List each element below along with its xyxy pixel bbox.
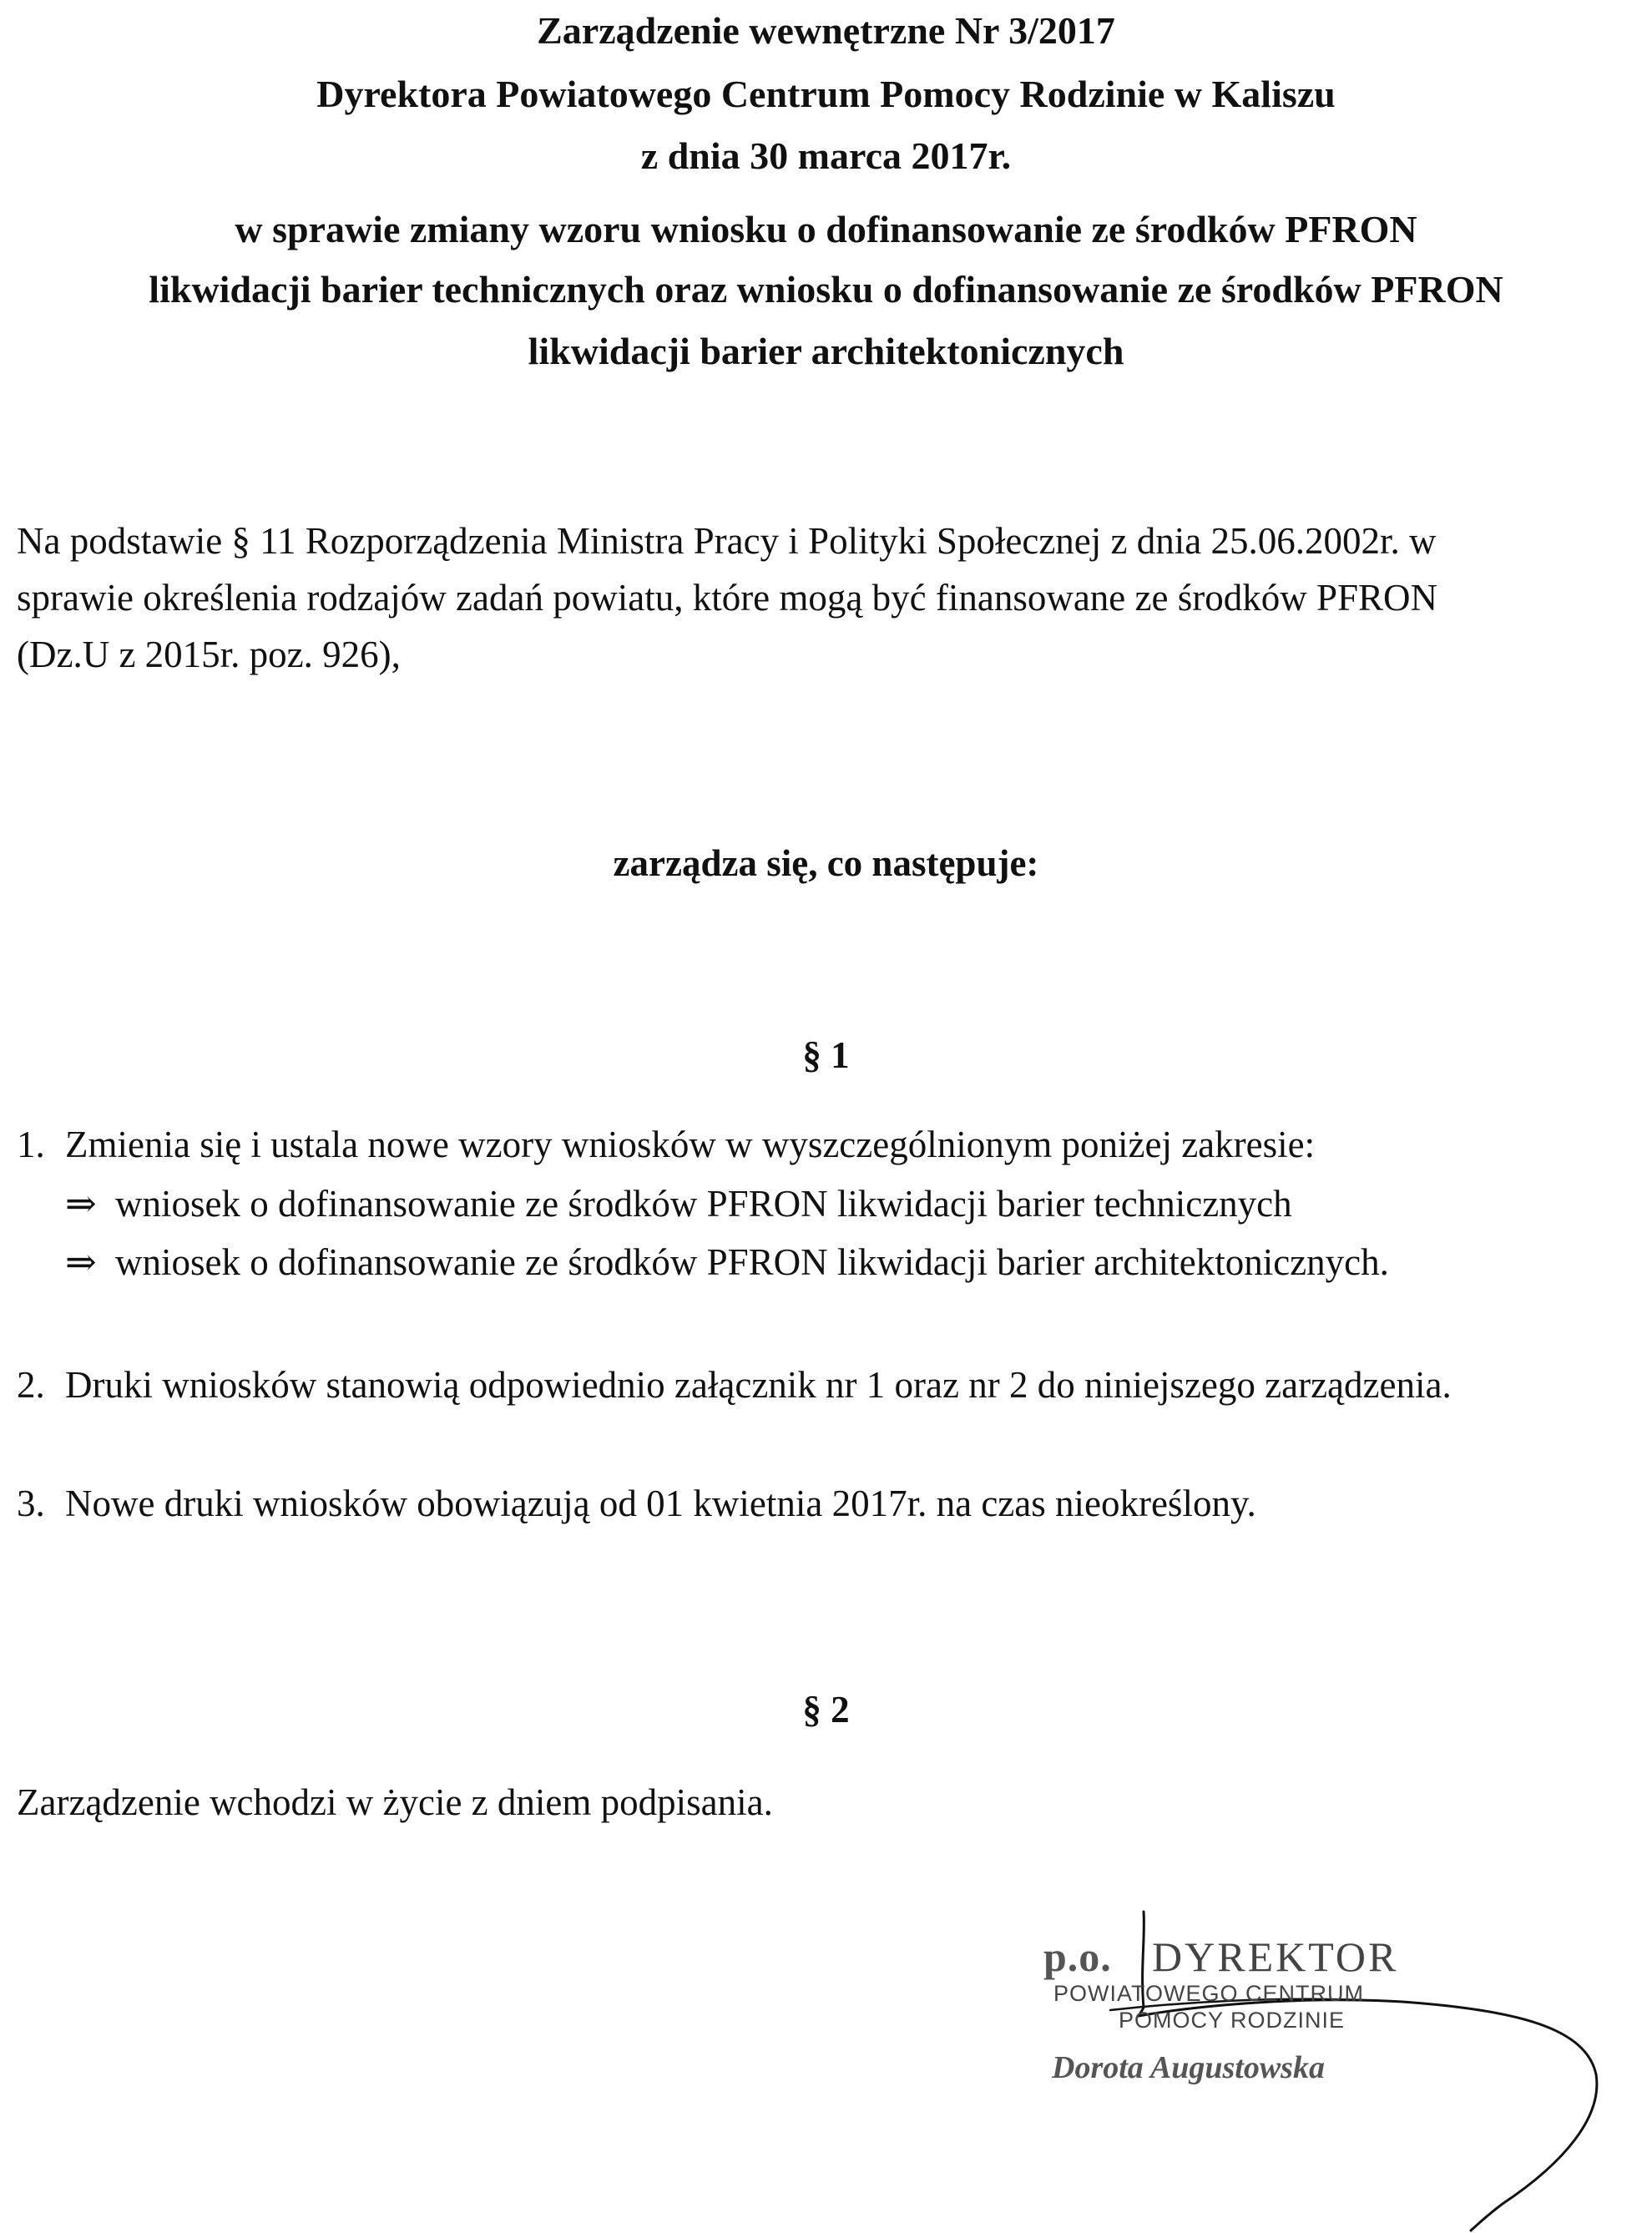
list-number-1: 1. xyxy=(17,1124,45,1165)
list-number-3: 3. xyxy=(17,1483,45,1524)
title-date: z dnia 30 marca 2017r. xyxy=(640,134,1012,177)
list-number-2: 2. xyxy=(17,1364,45,1406)
basis-line-3: (Dz.U z 2015r. poz. 926), xyxy=(17,634,401,675)
section-2-heading: § 2 xyxy=(802,1689,850,1730)
right-double-arrow-icon: ⇒ xyxy=(65,1183,97,1225)
subject-line-1: w sprawie zmiany wzoru wniosku o dofinansowanie ze środków PFRON xyxy=(235,208,1417,250)
sub-item-1 xyxy=(65,1181,1292,1225)
section-2-text: Zarządzenie wchodzi w życie z dniem podpisania. xyxy=(17,1781,773,1823)
stamp-po: p.o. xyxy=(1043,1933,1112,1980)
stamp-signatory-name: Dorota Augustowska xyxy=(1052,2050,1325,2085)
subject-line-2: likwidacji barier technicznych oraz wniosku o dofinansowanie ze środków PFRON xyxy=(149,268,1503,311)
stamp-line-2: POWIATOWEGO CENTRUM xyxy=(1053,1981,1364,2006)
list-item-3: Nowe druki wniosków obowiązują od 01 kwietnia 2017r. na czas nieokreślony. xyxy=(65,1483,1256,1524)
list-item-2: Druki wniosków stanowią odpowiednio załącznik nr 1 oraz nr 2 do niniejszego zarządzenia. xyxy=(65,1364,1452,1406)
title-line-2: Dyrektora Powiatowego Centrum Pomocy Rodzinie w Kaliszu xyxy=(316,73,1336,115)
stamp-line-3: POMOCY RODZINIE xyxy=(1119,2008,1346,2033)
title-line-1: Zarządzenie wewnętrzne Nr 3/2017 xyxy=(537,9,1115,52)
basis-line-1: Na podstawie § 11 Rozporządzenia Ministra Pracy i Polityki Społecznej z dnia 25.06.2002r. w xyxy=(17,520,1437,562)
official-stamp xyxy=(1035,1932,1469,2099)
right-double-arrow-icon: ⇒ xyxy=(65,1241,97,1283)
basis-line-2: sprawie określenia rodzajów zadań powiatu, które mogą być finansowane ze środków PFRON xyxy=(17,577,1438,619)
subject-line-3: likwidacji barier architektonicznych xyxy=(528,330,1124,372)
section-1-heading: § 1 xyxy=(802,1034,850,1076)
list-item-1: Zmienia się i ustala nowe wzory wniosków w wyszczególnionym poniżej zakresie: xyxy=(65,1124,1316,1165)
sub-item-2-text: wniosek o dofinansowanie ze środków PFRON likwidacji barier architektonicznych. xyxy=(115,1241,1389,1283)
sub-item-1-text: wniosek o dofinansowanie ze środków PFRON likwidacji barier technicznych xyxy=(115,1183,1292,1225)
stamp-title: DYREKTOR xyxy=(1152,1933,1399,1980)
sub-item-2 xyxy=(65,1240,1389,1284)
decree-line: zarządza się, co następuje: xyxy=(613,842,1039,884)
